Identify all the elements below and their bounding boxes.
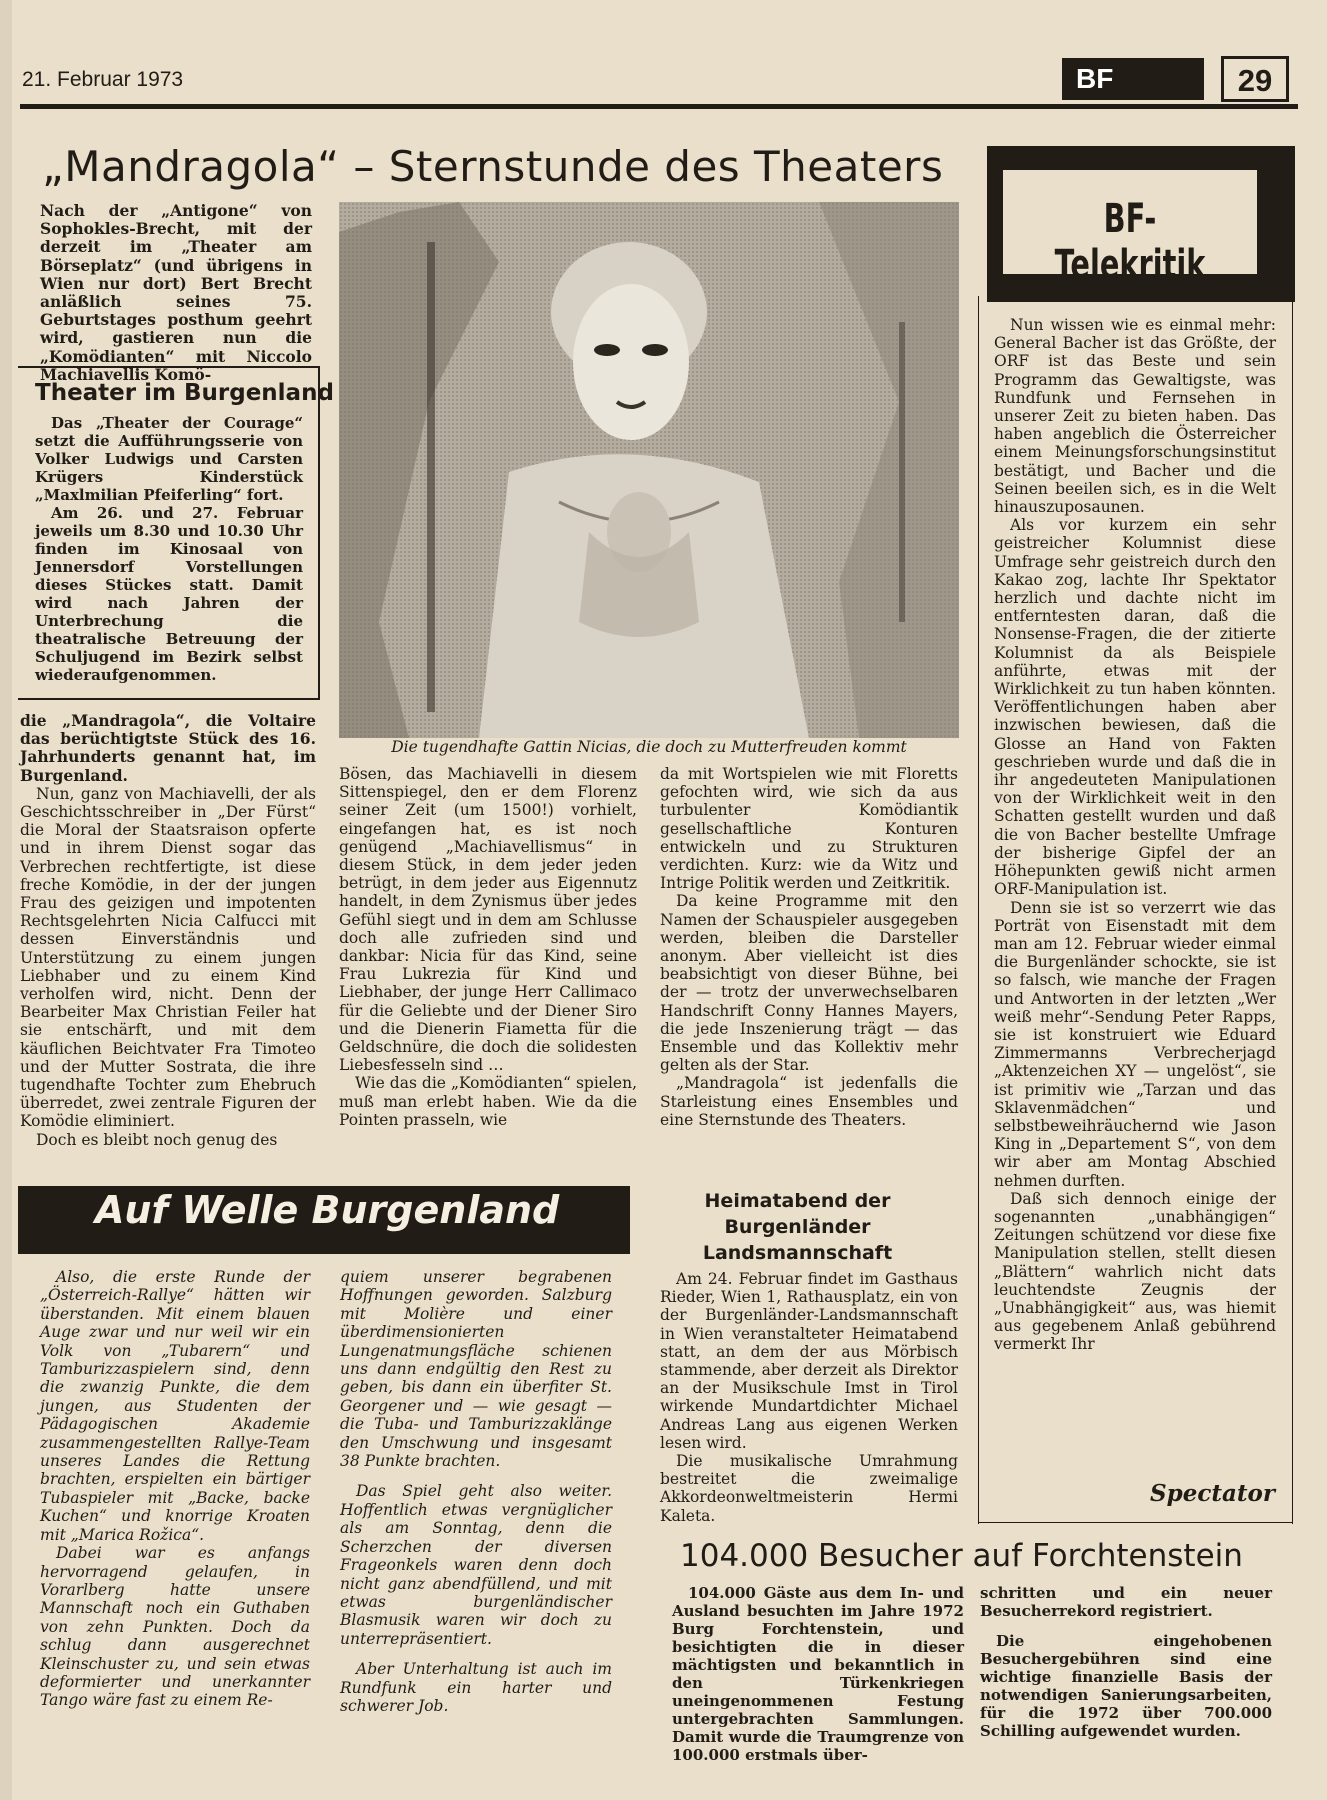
welle-title: Auf Welle Burgenland — [95, 1188, 560, 1232]
telekritik-title: BF-Telekritik — [1054, 196, 1206, 288]
heimat-title: Heimatabend der Burgenländer Landsmannschaft — [702, 1190, 893, 1264]
telekritik-p4: Daß sich dennoch einige der sogenannten „unabhängigen“ Zeitungen schützend vor diese fixe Manipulation stellen, stellt diesen „Blättern“ wahrlich nicht dats leuchtendste Zeugnis der „Unabhängigkeit“ aus, was hiemit aus gegebenem Anlaß gebührend vermerkt Ihr — [994, 1189, 1276, 1354]
article-column-1 — [20, 712, 316, 1149]
col3-p2: Da keine Programme mit den Namen der Schauspieler ausgegeben werden, bleiben die Darsteller anonym. Aber vielleicht ist dies beabsichtigt von dieser Bühne, bei der — trotz der unverwechselbaren Handschrift Conny Hannes Mayers, die jede Inszenierung trägt — das Ensemble und das Kollektiv mehr gelten als der Star. — [660, 892, 958, 1075]
headline: „Mandragola“ – Sternstunde des Theaters — [42, 142, 944, 191]
col3-p3: „Mandragola“ ist jedenfalls die Starleistung eines Ensembles und eine Sternstunde des Theaters. — [660, 1074, 958, 1129]
article-column-2 — [339, 765, 637, 1129]
welle-column-2 — [340, 1268, 612, 1715]
heimat-column — [660, 1270, 958, 1525]
welle-a2: Dabei war es anfangs hervorragend gelaufen, in Vorarlberg hatte unsere Mannschaft noch ein Guthaben von zehn Punkten. Doch da schlug dann ausgerechnet Kleinschuster zu, und sein etwas deformierter und unerkannter Tango wäre fast zu einem Re- — [40, 1544, 310, 1710]
col2-p2: Wie das die „Komödianten“ spielen, muß man erlebt haben. Wie da die Pointen prasseln, wie — [339, 1074, 637, 1129]
heimat-p2: Die musikalische Umrahmung bestreitet die zweimalige Akkordeonweltmeisterin Hermi Kaleta. — [660, 1452, 958, 1525]
photo-illustration — [339, 202, 959, 738]
section-label: BF — [1062, 58, 1204, 100]
welle-column-1 — [40, 1268, 310, 1710]
welle-b3: Aber Unterhaltung ist auch im Rundfunk ein harter und schwerer Job. — [340, 1660, 612, 1715]
article-column-3 — [660, 765, 958, 1129]
intro-text: Nach der „Antigone“ von Sophokles-Brecht, mit der derzeit im „Theater am Börseplatz“ (und übrigens in Wien nur dort) Bert Brecht anläßlich seines 75. Geburtstages posthum geehrt wird, gastieren nun die „Komödianten“ mit Niccolo Machiavellis Komö- — [40, 201, 312, 384]
welle-b1: quiem unserer begrabenen Hoffnungen geworden. Salzburg mit Molière und einer überdimensionierten Lungenatmungsfläche schienen uns dann endgültig den Rest zu geben, bis dann ein überfiter St. Georgener und — wie gesagt — die Tuba- und Tamburizzaklänge den Umschwung und insgesamt 38 Punkte brachten. — [340, 1268, 612, 1471]
col1-p2: Nun, ganz von Machiavelli, der als Geschichtsschreiber in „Der Fürst“ die Moral der Staatsraison opferte und in ihrem Dienst sogar das Verbrechen rechtfertigte, ist diese freche Komödie, in der der jungen Frau des geizigen und impotenten Rechtsgelehrten Nicia Calfucci mit dessen Einverständnis und Unterstützung zu einem jungen Liebhaber und zu einem Kind verholfen wird, nicht. Denn der Bearbeiter Max Christian Feiler hat sie entschärft, und mit dem käuflichen Beichtvater Fra Timoteo und der Mutter Sostrata, die ihre tugendhafte Tochter zum Ehebruch überredet, zwei zentrale Figuren der Komödie eliminiert. — [20, 784, 316, 1131]
besucher-headline: 104.000 Besucher auf Forchtenstein — [680, 1538, 1243, 1574]
telekritik-signature: Spectator — [1150, 1480, 1275, 1507]
telekritik-right-rule — [1292, 296, 1293, 1524]
col1-p3: Doch es bleibt noch genug des — [36, 1130, 278, 1149]
telekritik-left-rule — [978, 296, 979, 1524]
besucher-column-1 — [672, 1584, 964, 1764]
besucher-c2b: Die eingehobenen Besuchergebühren sind eine wichtige finanzielle Basis der notwendigen Sanierungsarbeiten, für die 1972 über 700.000 Schilling aufgewendet wurden. — [980, 1632, 1272, 1740]
welle-a1: Also, die erste Runde der „Österreich-Rallye“ hätten wir überstanden. Mit einem blauen Auge zwar und nur weil wir ein Volk von „Tubarern“ und Tamburizzaspielern sind, denn die zwanzig Punkte, die dem jungen, aus Studenten der Pädagogischen Akademie zusammengestellten Rallye-Team unseres Landes die Rettung brachten, erspielten ein bärtiger Tubaspieler mit „Backe, backe Kuchen“ und knorrige Kroaten mit „Marica Rožica“. — [40, 1268, 310, 1544]
theater-box-p2: Am 26. und 27. Februar jeweils um 8.30 und 10.30 Uhr finden im Kinosaal von Jennersdorf Vorstellungen dieses Stückes statt. Damit wird nach Jahren der Unterbrechung die theatralische Betreuung der Schuljugend im Bezirk selbst wiederaufgenommen. — [35, 504, 303, 684]
photo-caption: Die tugendhafte Gattin Nicias, die doch zu Mutterfreuden kommt — [391, 738, 907, 756]
besucher-column-2 — [980, 1584, 1272, 1740]
telekritik-p3: Denn sie ist so verzerrt wie das Porträt von Eisenstadt mit dem man am 12. Februar wieder einmal die Burgenländer schockte, sie ist so falsch, wie manche der Fragen und Antworten in der letzten „Wer weiß mehr“-Sendung Peter Rapps, sie ist konstruiert wie Eduard Zimmermanns Verbrecherjagd „Aktenzeichen XY — ungelöst“, sie ist primitiv wie „Tarzan und das Sklavenmädchen“ und selbstbeweihräuchernd wie Jason King in „Departement S“, von dem wir aber am Montag Abschied nehmen durften. — [994, 898, 1276, 1190]
telekritik-p1: Nun wissen wie es einmal mehr: General Bacher ist das Größte, der ORF ist das Beste und sein Programm das Gewaltigste, was Rundfunk und Fernsehen in unserer Zeit zu bieten haben. Das haben angeblich die Österreicher einem Meinungsforschungsinstitut bestätigt, und Bacher und die Seinen beeilen sich, es in die Welt hinauszuposaunen. — [994, 316, 1276, 517]
header-rule — [20, 104, 1298, 109]
besucher-c1: 104.000 Gäste aus dem In- und Ausland besuchten im Jahre 1972 Burg Forchtenstein, und besichtigten die in dieser mächtigsten und bekanntlich in den Türkenkriegen uneingenommenen Festung untergebrachten Sammlungen. Damit wurde die Traumgrenze von 100.000 erstmals über- — [672, 1584, 964, 1764]
telekritik-bottom-rule — [978, 1522, 1293, 1523]
theater-box-p1: Das „Theater der Courage“ setzt die Aufführungsserie von Volker Ludwigs und Carsten Krügers Kinderstück „Maxlmilian Pfeiferling“ fort. — [35, 414, 303, 504]
theater-box-body — [35, 414, 303, 684]
page-number: 29 — [1221, 56, 1289, 102]
theater-photo — [339, 202, 959, 738]
besucher-c2a: schritten und ein neuer Besucherrekord registriert. — [980, 1584, 1272, 1620]
welle-b2: Das Spiel geht also weiter. Hoffentlich etwas vergnüglicher als am Sonntag, denn die Scherzchen der diversen Frageonkels waren denn doch nicht ganz abendfüllend, und mit etwas burgenländischer Blasmusik waren wir doch zu unterrepräsentiert. — [340, 1482, 612, 1648]
issue-date: 21. Februar 1973 — [22, 68, 184, 91]
theater-box-title: Theater im Burgenland — [35, 380, 334, 406]
telekritik-p2: Als vor kurzem ein sehr geistreicher Kolumnist diese Umfrage sehr geistreich durch den Kakao zog, lachte Ihr Spektator herzlich und dachte nicht im entferntesten daran, daß die Nonsense-Fragen, die der zitierte Kolumnist da als Beispiele anführte, etwas mit der Wirklichkeit zu tun haben könnten. Veröffentlichungen haben aber inzwischen bewiesen, daß die Glosse an Hand von Fakten geschrieben wurde und daß die in ihr angedeuteten Manipulationen von der Wirklichkeit weit in den Schatten gestellt wurden und daß die von Bacher bestellte Umfrage der bisherige Gipfel der an Höhepunkten gewiß nicht armen ORF-Manipulation ist. — [994, 516, 1276, 899]
article-intro — [40, 202, 312, 384]
heimat-p1: Am 24. Februar findet im Gasthaus Rieder, Wien 1, Rathausplatz, ein von der Burgenländer-Landsmannschaft in Wien veranstalteter Heimatabend statt, an dem der aus Mörbisch stammende, aber derzeit als Direktor an der Musikschule Imst in Tirol wirkende Mundartdichter Michael Andreas Lang aus eigenen Werken lesen wird. — [660, 1270, 958, 1452]
telekritik-column — [994, 316, 1276, 1354]
col2-p1: Bösen, das Machiavelli in diesem Sittenspiegel, den er dem Florenz seiner Zeit (um 1500!) vorhielt, eingefangen hat, es ist noch genügend „Machiavellismus“ in diesem Stück, in dem jeder jeden betrügt, in dem jeder aus Eigennutz handelt, in dem Zynismus über jedes Gefühl siegt und in dem am Schlusse doch alle zufrieden sind und dankbar: Nicia für das Kind, seine Frau Lukrezia für Kind und Liebhaber, der junge Herr Callimaco für die Geliebte und der Diener Siro und die Dienerin Fiametta für die Geldschnüre, die doch die solidesten Liebesfesseln sind … — [339, 765, 637, 1075]
col1-p1: die „Mandragola“, die Voltaire das berüchtigtste Stück des 16. Jahrhunderts genannt hat, im Burgenland. — [20, 711, 316, 785]
col3-p1: da mit Wortspielen wie mit Floretts gefochten wird, wie sich da aus turbulenter Komödiantik gesellschaftliche Konturen entwickeln und zu Strukturen verdichten. Kurz: wie da Witz und Intrige Politik werden und Zeitkritik. — [660, 765, 958, 893]
